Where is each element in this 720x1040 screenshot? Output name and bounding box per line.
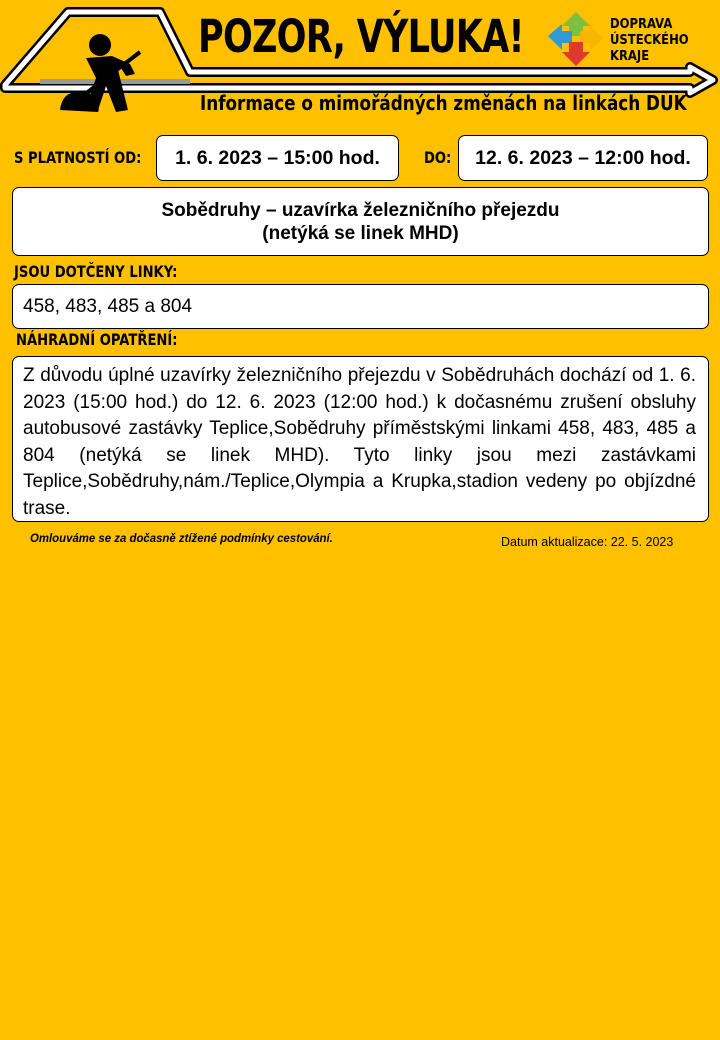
- measures-text: Z důvodu úplné uzavírky železničního přejezdu v Sobědruhách dochází od 1. 6. 2023 (15:00 hod.) do 12. 6. 2023 (12:00 hod.) k dočasnému zrušení obsluhy autobusové zastávky Teplice,Sobědruhy příměstskými linkami 458, 483, 485 a 804 (netýká se linek MHD). Tyto linky jsou mezi zastávkami Teplice,Sobědruhy,nám./Teplice,Olympia a Krupka,stadion vedeny po objízdné trase.: [12, 356, 709, 522]
- headline-box: [12, 187, 709, 256]
- duk-logo-icon: [548, 12, 604, 66]
- apology-note: Omlouváme se za dočasně ztížené podmínky cestování.: [30, 531, 333, 545]
- validity-from-value: 1. 6. 2023 – 15:00 hod.: [156, 135, 399, 181]
- logo-line-1: DOPRAVA: [610, 16, 673, 32]
- logo-line-2: ÚSTECKÉHO: [610, 32, 689, 48]
- digging-worker-icon: [60, 34, 140, 112]
- affected-lines-label: JSOU DOTČENY LINKY:: [14, 262, 178, 281]
- page-title: POZOR, VÝLUKA!: [198, 10, 524, 63]
- validity-to-label: DO:: [424, 148, 452, 167]
- validity-from-label: S PLATNOSTÍ OD:: [14, 148, 142, 167]
- headline-line-1: Sobědruhy – uzavírka železničního přejezdu: [161, 199, 560, 221]
- validity-to-value: 12. 6. 2023 – 12:00 hod.: [458, 135, 708, 181]
- logo-line-3: KRAJE: [610, 48, 650, 64]
- affected-lines-value: 458, 483, 485 a 804: [12, 284, 709, 329]
- logo-text: [610, 16, 689, 64]
- update-date: Datum aktualizace: 22. 5. 2023: [501, 535, 674, 549]
- headline-line-2: (netýká se linek MHD): [262, 222, 459, 244]
- page-subtitle: Informace o mimořádných změnách na linkách DÚK: [200, 91, 687, 115]
- measures-label: NÁHRADNÍ OPATŘENÍ:: [16, 330, 178, 349]
